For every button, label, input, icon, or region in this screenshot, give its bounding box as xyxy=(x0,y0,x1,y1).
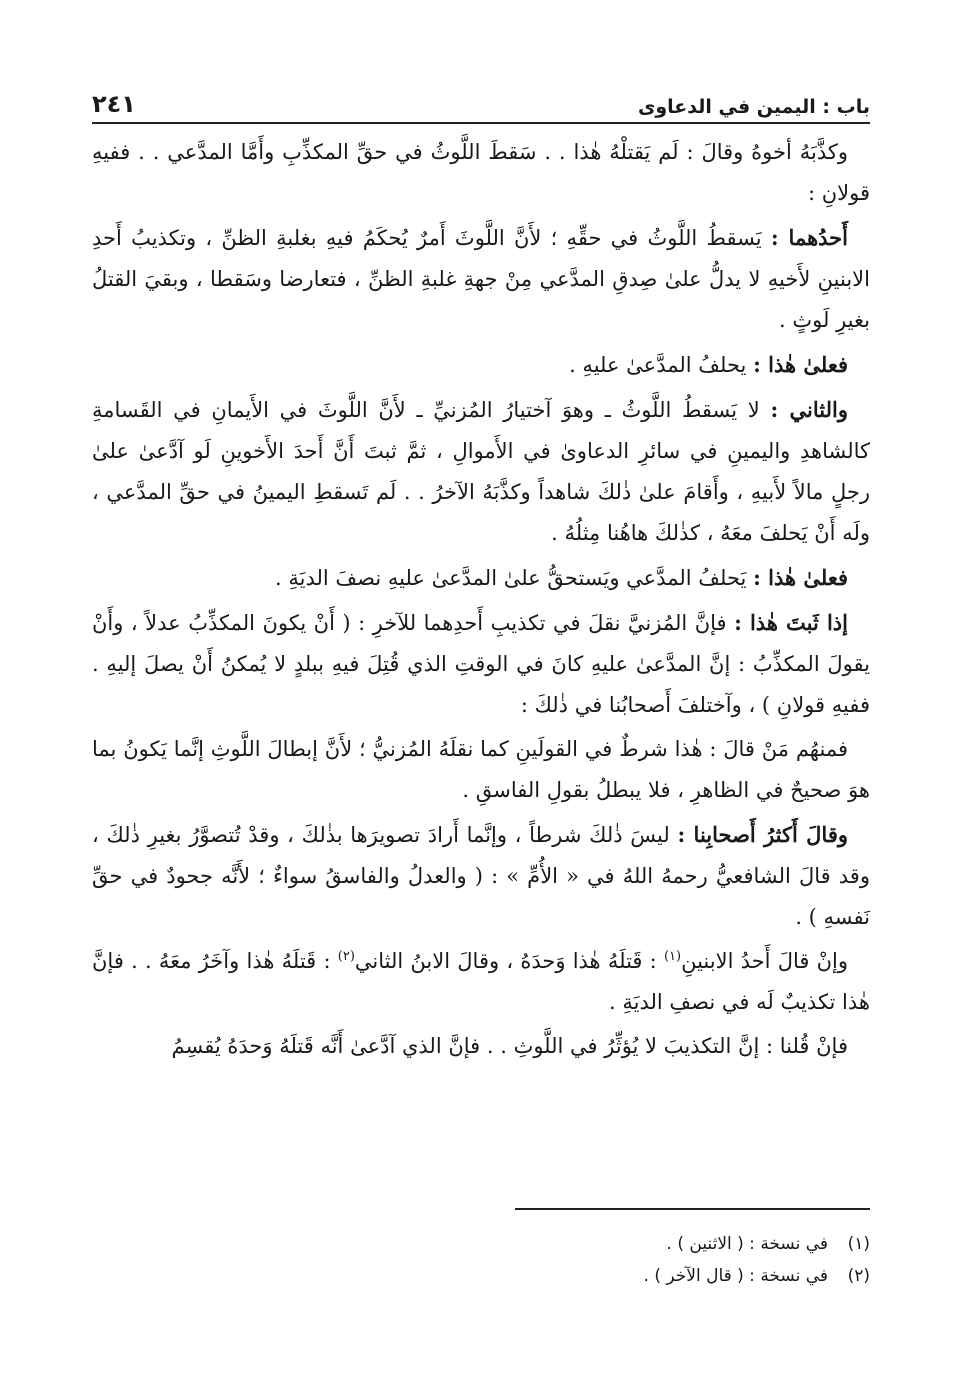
paragraph-text: وكذَّبَهُ أخوهُ وقالَ : لَم يَقتلْهُ هٰذا . . سَقطَ اللَّوثُ في حقِّ المكذِّبِ وأَمَّا المدَّعي . . ففيهِ قولانِ : xyxy=(92,140,870,205)
running-head: باب : اليمين في الدعاوى xyxy=(637,96,870,118)
paragraph-6 xyxy=(92,602,870,726)
paragraph-5 xyxy=(92,557,870,599)
paragraph-3 xyxy=(92,344,870,386)
paragraph-text: وإنْ قالَ أَحدُ الابنينِ xyxy=(681,949,849,973)
footnote-text: في نسخة : ( الاثنين ) . xyxy=(666,1234,828,1254)
footnote-text: في نسخة : ( قال الآخر ) . xyxy=(643,1266,828,1286)
page-number: ٢٤١ xyxy=(92,90,136,118)
footnote-2 xyxy=(92,1260,870,1292)
paragraph-lead: فعلىٰ هٰذا : xyxy=(753,565,848,590)
paragraph-lead: إذا ثَبتَ هٰذا : xyxy=(734,610,848,635)
paragraph-text: يحلفُ المدَّعىٰ عليهِ . xyxy=(569,353,754,377)
paragraph-2 xyxy=(92,217,870,341)
paragraph-4 xyxy=(92,389,870,554)
paragraph-9 xyxy=(92,941,870,1023)
paragraph-text: يَسقطُ اللَّوثُ في حقِّهِ ؛ لأَنَّ اللَّوثَ أَمرٌ يُحكَمُ فيهِ بغلبةِ الظنِّ ، وتكذيبُ أَحدِ الابنينِ لأَخيهِ لا يدلُّ علىٰ صِدقِ المدَّعي مِنْ جهةِ غلبةِ الظنِّ ، فتعارضا وسَقطا ، وبقيَ القتلُ بغيرِ لَوثٍ . xyxy=(92,226,870,332)
footnote-number: (١) xyxy=(847,1234,870,1254)
paragraph-text: : قَتلَهُ هٰذا وآخَرُ معَهُ . . فإنَّ هٰذا تكذيبٌ لَه في نصفِ الديَةِ . xyxy=(92,949,870,1014)
paragraph-lead: وقالَ أَكثرُ أَصحابِنا : xyxy=(677,822,849,847)
paragraph-text: لا يَسقطُ اللَّوثُ ـ وهوَ آختيارُ المُزنيِّ ـ لأَنَّ اللَّوثَ في الأَيمانِ في القَسامةِ كالشاهدِ واليمينِ في سائرِ الدعاوىٰ في الأَموالِ ، ثمَّ ثبتَ أَنَّ أَحدَ الأَخوينِ لَو آدَّعىٰ علىٰ رجلٍ مالاً لأَبيهِ ، وأَقامَ علىٰ ذٰلكَ شاهداً وكذَّبَهُ الآخرُ . . لَم تَسقطِ اليمينُ في حقِّ المدَّعي ، ولَه أَنْ يَحلفَ معَهُ ، كذٰلكَ هاهُنا مِثلُهُ . xyxy=(92,398,870,545)
body-text xyxy=(92,132,870,1070)
paragraph-text: فإنْ قُلنا : إنَّ التكذيبَ لا يُؤثِّرُ في اللَّوثِ . . فإنَّ الذي آدَّعىٰ أَنَّه قَتلَهُ وَحدَهُ يُقسِمُ xyxy=(171,1034,848,1058)
paragraph-text: يَحلفُ المدَّعي ويَستحقُّ علىٰ المدَّعىٰ عليهِ نصفَ الديَةِ . xyxy=(275,566,754,590)
paragraph-text: ليسَ ذٰلكَ شرطاً ، وإنَّما أَرادَ تصويرَها بذٰلكَ ، وقدْ تُتصوَّرُ بغيرِ ذٰلكَ ، وقد قالَ الشافعيُّ رحمهُ اللهُ في « الأُمِّ » : ( والعدلُ والفاسقُ سواءٌ ؛ لأَنَّه جحودٌ في حقِّ نَفسهِ ) . xyxy=(92,823,870,929)
footnote-ref-1[interactable]: (١) xyxy=(663,949,682,964)
page-header xyxy=(92,78,870,118)
paragraph-text: : قَتلَهُ هٰذا وَحدَهُ ، وقالَ الابنُ الثاني xyxy=(354,949,664,973)
paragraph-lead: والثاني : xyxy=(770,397,848,422)
paragraph-text: فإنَّ المُزنيَّ نقلَ في تكذيبِ أَحدِهما للآخرِ : ( أَنْ يكونَ المكذِّبُ عدلاً ، وأَنْ يقولَ المكذِّبُ : إنَّ المدَّعىٰ عليهِ كانَ في الوقتِ الذي قُتِلَ فيهِ ببلدٍ لا يُمكنُ أَنْ يصلَ إليهِ . ففيهِ قولانِ ) ، وآختلفَ أَصحابُنا في ذٰلكَ : xyxy=(92,611,870,717)
paragraph-8 xyxy=(92,814,870,938)
paragraph-lead: فعلىٰ هٰذا : xyxy=(753,352,848,377)
footnote-rule xyxy=(515,1208,870,1210)
footnote-ref-2[interactable]: (٢) xyxy=(337,949,355,964)
header-rule xyxy=(92,122,870,124)
paragraph-10 xyxy=(92,1026,870,1067)
paragraph-1 xyxy=(92,132,870,214)
paragraph-text: فمنهُم مَنْ قالَ : هٰذا شرطٌ في القولَينِ كما نقلَهُ المُزنيُّ ؛ لأَنَّ إبطالَ اللَّوثِ إنَّما يَكونُ بما هوَ صحيحٌ في الظاهرِ ، فلا يبطلُ بقولِ الفاسقِ . xyxy=(92,737,870,802)
footnote-number: (٢) xyxy=(847,1266,870,1286)
paragraph-lead: أَحدُهما : xyxy=(770,225,848,250)
footnote-1 xyxy=(92,1228,870,1260)
paragraph-7 xyxy=(92,729,870,811)
footnotes xyxy=(92,1228,870,1292)
